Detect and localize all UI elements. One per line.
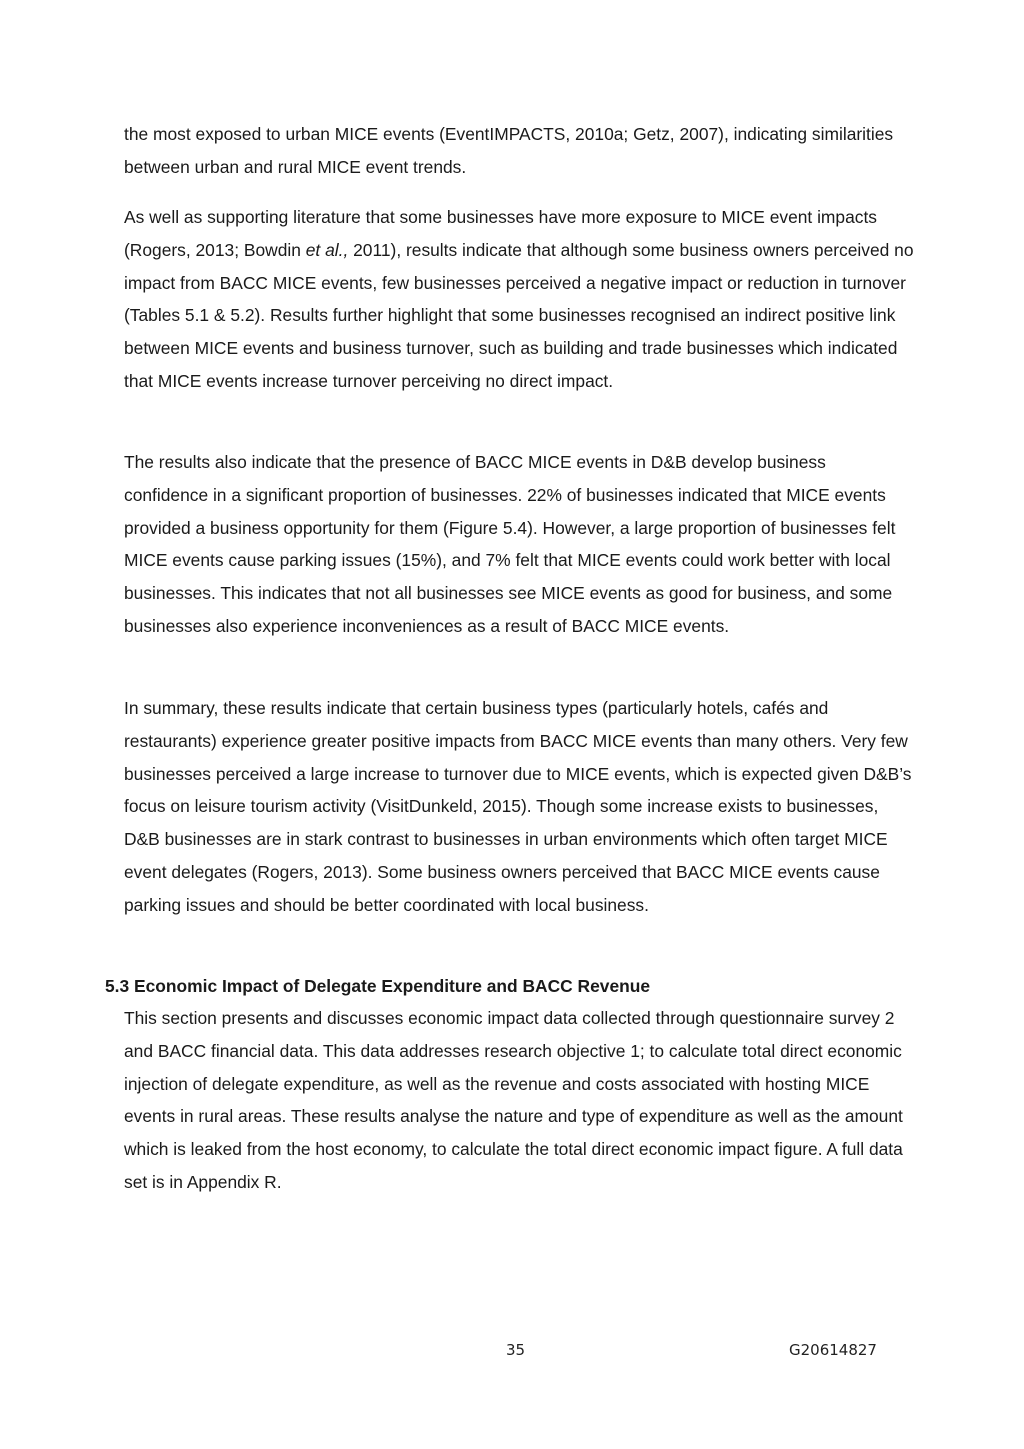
citation-et-al: et al., [305, 239, 349, 260]
paragraph-business-confidence: The results also indicate that the presence of BACC MICE events in D&B develop business confidence in a significant proportion of businesses. 22% of businesses indicated that MICE events provided a business opportunity for them (Figure 5.4). However, a large proportion of businesses felt MICE events cause parking issues (15%), and 7% felt that MICE events could work better with local businesses. This indicates that not all businesses see MICE events as good for business, and some businesses also experience inconveniences as a result of BACC MICE events. [124, 452, 896, 636]
section-heading: 5.3 Economic Impact of Delegate Expenditure and BACC Revenue [105, 976, 651, 996]
paragraph-business-exposure [124, 201, 914, 398]
paragraph-urban-rural-trends: the most exposed to urban MICE events (EventIMPACTS, 2010a; Getz, 2007), indicating similarities between urban and rural MICE event trends. [124, 124, 894, 177]
paragraph-section-intro: This section presents and discusses economic impact data collected through questionnaire survey 2 and BACC financial data. This data addresses research objective 1; to calculate total direct economic injection of delegate expenditure, as well as the revenue and costs associated with hosting MICE events in rural areas. These results analyse the nature and type of expenditure as well as the amount which is leaked from the host economy, to calculate the total direct economic impact figure. A full data set is in Appendix R. [124, 1008, 903, 1192]
paragraph-summary: In summary, these results indicate that certain business types (particularly hotels, cafés and restaurants) experience greater positive impacts from BACC MICE events than many others. Very few businesses perceived a large increase to turnover due to MICE events, which is expected given D&B’s focus on leisure tourism activity (VisitDunkeld, 2015). Though some increase exists to businesses, D&B businesses are in stark contrast to businesses in urban environments which often target MICE event delegates (Rogers, 2013). Some business owners perceived that BACC MICE events cause parking issues and should be better coordinated with local business. [124, 698, 912, 915]
page-number: 35 [506, 1341, 526, 1359]
paragraph-text: 2011), results indicate that although some business owners perceived no impact from BACC MICE events, few businesses perceived a negative impact or reduction in turnover (Tables 5.1 & 5.2). Results further highlight that some businesses recognised an indirect positive link between MICE events and business turnover, such as building and trade businesses which indicated that MICE events increase turnover perceiving no direct impact. [124, 239, 914, 391]
paragraph-text: As well as supporting literature that some businesses have more exposure to MICE event impacts (Rogers, 2013; Bowdin [124, 207, 877, 260]
student-id: G20614827 [789, 1341, 877, 1359]
